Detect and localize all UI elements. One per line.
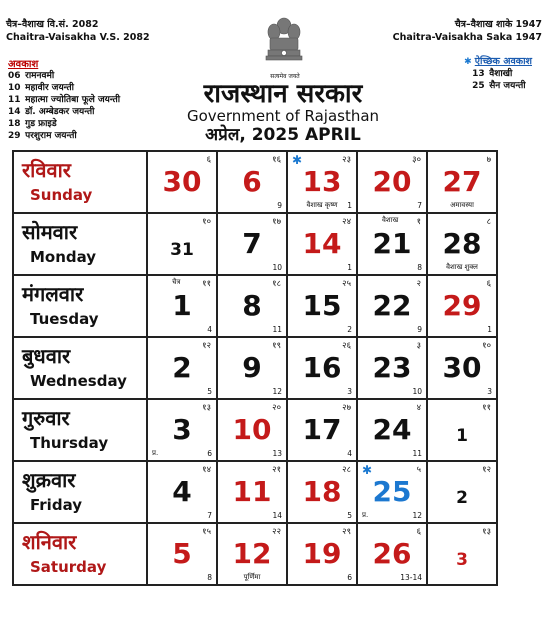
- date-note: पूर्णिमा: [243, 573, 261, 581]
- calendar-grid: [12, 150, 498, 586]
- paksha-number: 13-14: [400, 573, 422, 582]
- date-cell: [147, 461, 217, 523]
- week-row: [13, 151, 497, 213]
- optional-holiday-list: [464, 56, 532, 92]
- tithi-number: ४: [416, 403, 421, 413]
- weekday-english: Saturday: [30, 558, 107, 576]
- tithi-number: ५: [416, 465, 421, 475]
- paksha-number: 10: [412, 387, 422, 396]
- title-english: Government of Rajasthan: [186, 107, 380, 125]
- tithi-number: २०: [272, 403, 281, 413]
- weekday-cell: [13, 523, 147, 585]
- tithi-number: १३: [202, 403, 211, 413]
- date-cell: [357, 213, 427, 275]
- tithi-number: १४: [202, 465, 211, 475]
- date-cell: [217, 461, 287, 523]
- tithi-number: १२: [482, 465, 491, 475]
- paksha-number: 5: [347, 511, 352, 520]
- date-number: 21: [372, 227, 412, 260]
- holidays-item: [8, 94, 120, 106]
- date-cell: [287, 337, 357, 399]
- date-number: 22: [372, 289, 412, 322]
- date-note: वैशाख शुक्ल: [446, 263, 478, 271]
- weekday-english: Wednesday: [30, 372, 127, 390]
- date-cell: [357, 399, 427, 461]
- date-cell: [427, 523, 497, 585]
- paksha-number: 10: [272, 263, 282, 272]
- date-number: 27: [442, 165, 482, 198]
- holidays-item: [8, 118, 120, 130]
- optional-item-name: वैशाखी: [489, 69, 513, 79]
- date-cell: [217, 399, 287, 461]
- paksha-number: 7: [417, 201, 422, 210]
- week-row: [13, 399, 497, 461]
- date-number: 14: [302, 227, 342, 260]
- weekday-english: Tuesday: [30, 310, 99, 328]
- tithi-number: २८: [342, 465, 351, 475]
- tithi-number: १: [416, 217, 421, 227]
- saka-hindi: चैत्र–वैशाख शाके 1947: [454, 19, 542, 30]
- date-number: 31: [170, 240, 194, 260]
- paksha-number: 9: [417, 325, 422, 334]
- optional-holiday-star-icon: ✱: [362, 463, 373, 477]
- tithi-number: ७: [486, 155, 491, 165]
- optional-item: [472, 80, 532, 92]
- date-cell: [427, 151, 497, 213]
- emblem-icon: [262, 16, 306, 72]
- tithi-number: १६: [272, 155, 281, 165]
- weekday-cell: [13, 399, 147, 461]
- date-number: 2: [172, 351, 192, 384]
- date-number: 30: [162, 165, 202, 198]
- date-cell: [357, 151, 427, 213]
- weekday-english: Thursday: [30, 434, 109, 452]
- date-number: 25: [372, 475, 412, 508]
- date-number: 26: [372, 537, 412, 570]
- paksha-number: 12: [412, 511, 422, 520]
- paksha-number: 3: [487, 387, 492, 396]
- tithi-number: १९: [272, 341, 281, 351]
- weekday-hindi: शुक्रवार: [22, 468, 76, 492]
- date-number: 9: [242, 351, 262, 384]
- holidays-item: [8, 106, 120, 118]
- date-number: 23: [372, 351, 412, 384]
- date-cell: [357, 461, 427, 523]
- holidays-item-name: परशुराम जयन्ती: [25, 131, 77, 141]
- tithi-number: ११: [482, 403, 491, 413]
- date-number: 3: [172, 413, 192, 446]
- weekday-hindi: सोमवार: [22, 220, 78, 244]
- date-number: 1: [172, 289, 192, 322]
- tithi-number: २५: [342, 279, 351, 289]
- date-number: 5: [172, 537, 192, 570]
- date-cell: [427, 399, 497, 461]
- month-label: चैत्र: [172, 278, 181, 286]
- date-number: 6: [242, 165, 262, 198]
- week-row: [13, 523, 497, 585]
- tithi-number: १०: [482, 341, 491, 351]
- holidays-item-date: 10: [8, 83, 21, 93]
- tithi-number: ६: [206, 155, 211, 165]
- tithi-number: १०: [202, 217, 211, 227]
- month-title: अप्रेल, 2025 APRIL: [205, 125, 361, 145]
- weekday-hindi: बुधवार: [22, 344, 71, 368]
- date-cell: [147, 337, 217, 399]
- date-number: 15: [302, 289, 342, 322]
- date-note: वैशाख कृष्ण: [306, 201, 338, 209]
- paksha-number: 1: [487, 325, 492, 334]
- optional-holiday-items: [464, 68, 532, 92]
- week-row: [13, 337, 497, 399]
- paksha-number: 6: [207, 449, 212, 458]
- date-cell: [427, 461, 497, 523]
- holiday-list: [8, 56, 120, 142]
- pradosh-label: प्र.: [152, 449, 159, 457]
- tithi-number: २१: [272, 465, 281, 475]
- date-number: 4: [172, 475, 192, 508]
- date-cell: [287, 399, 357, 461]
- date-number: 16: [302, 351, 342, 384]
- tithi-number: २२: [272, 527, 281, 537]
- title-hindi: राजस्थान सरकार: [203, 79, 363, 109]
- tithi-number: ६: [416, 527, 421, 537]
- date-cell: [147, 523, 217, 585]
- week-row: [13, 461, 497, 523]
- date-number: 18: [302, 475, 342, 508]
- optional-item-date: 25: [472, 81, 485, 91]
- optional-item: [472, 68, 532, 80]
- date-cell: [287, 275, 357, 337]
- tithi-number: ६: [486, 279, 491, 289]
- tithi-number: २९: [342, 527, 351, 537]
- paksha-number: 12: [272, 387, 282, 396]
- paksha-number: 5: [207, 387, 212, 396]
- optional-holiday-title: ऐच्छिक अवकाश: [474, 56, 532, 67]
- weekday-hindi: मंगलवार: [22, 282, 84, 306]
- date-number: 11: [232, 475, 272, 508]
- holidays-item-date: 29: [8, 131, 21, 141]
- date-number: 30: [442, 351, 482, 384]
- date-cell: [147, 275, 217, 337]
- holidays-item-date: 06: [8, 71, 21, 81]
- tithi-number: ३: [416, 341, 421, 351]
- optional-holiday-star-icon: ✱: [292, 153, 303, 167]
- tithi-number: २७: [342, 403, 351, 413]
- header-left: [6, 18, 150, 44]
- date-cell: [217, 275, 287, 337]
- tithi-number: १८: [272, 279, 281, 289]
- date-cell: [217, 151, 287, 213]
- tithi-number: २३: [342, 155, 351, 165]
- tithi-number: २: [416, 279, 421, 289]
- holiday-title: अवकाश: [8, 59, 39, 70]
- tithi-number: १३: [482, 527, 491, 537]
- weekday-hindi: गुरुवार: [22, 406, 70, 430]
- optional-item-date: 13: [472, 69, 485, 79]
- date-cell: [287, 523, 357, 585]
- tithi-number: १७: [272, 217, 281, 227]
- date-cell: [357, 275, 427, 337]
- vikram-samvat-english: Chaitra-Vaisakha V.S. 2082: [6, 32, 150, 43]
- weekday-cell: [13, 461, 147, 523]
- date-number: 19: [302, 537, 342, 570]
- holidays-item: [8, 130, 120, 142]
- date-number: 8: [242, 289, 262, 322]
- date-number: 17: [302, 413, 342, 446]
- date-cell: [357, 523, 427, 585]
- weekday-english: Monday: [30, 248, 97, 266]
- pradosh-label: प्र.: [362, 511, 369, 519]
- date-number: 20: [372, 165, 412, 198]
- date-cell: [147, 151, 217, 213]
- holidays-item-name: रामनवमी: [25, 71, 55, 81]
- date-number: 12: [232, 537, 272, 570]
- date-cell: [217, 213, 287, 275]
- paksha-number: 11: [412, 449, 422, 458]
- tithi-number: ३०: [412, 155, 421, 165]
- paksha-number: 11: [272, 325, 282, 334]
- paksha-number: 7: [207, 511, 212, 520]
- date-note: अमावस्या: [450, 201, 474, 209]
- weekday-cell: [13, 275, 147, 337]
- week-row: [13, 213, 497, 275]
- holidays-item-date: 14: [8, 107, 21, 117]
- date-number: 3: [456, 550, 468, 570]
- date-cell: [147, 399, 217, 461]
- date-number: 29: [442, 289, 482, 322]
- star-icon: ✱: [464, 57, 472, 67]
- holiday-items: [8, 70, 120, 142]
- month-label: वैशाख: [382, 216, 399, 224]
- date-cell: [357, 337, 427, 399]
- tithi-number: ८: [486, 217, 491, 227]
- holidays-item-date: 11: [8, 95, 21, 105]
- date-cell: [427, 275, 497, 337]
- date-cell: [427, 213, 497, 275]
- paksha-number: 4: [347, 449, 352, 458]
- paksha-number: 8: [417, 263, 422, 272]
- date-number: 1: [456, 426, 468, 446]
- tithi-number: २६: [342, 341, 351, 351]
- weekday-cell: [13, 151, 147, 213]
- date-cell: [287, 213, 357, 275]
- holidays-item: [8, 70, 120, 82]
- holidays-item-name: गुड फ्राइडे: [25, 119, 57, 129]
- weekday-hindi: रविवार: [22, 158, 71, 182]
- holidays-item: [8, 82, 120, 94]
- tithi-number: १५: [202, 527, 211, 537]
- date-number: 13: [302, 165, 342, 198]
- tithi-number: २४: [342, 217, 351, 227]
- saka-english: Chaitra-Vaisakha Saka 1947: [392, 32, 542, 43]
- holidays-item-name: महात्मा ज्योतिबा फूले जयन्ती: [25, 95, 121, 105]
- date-cell: [147, 213, 217, 275]
- tithi-number: ११: [202, 279, 211, 289]
- date-cell: [217, 337, 287, 399]
- date-cell: [287, 151, 357, 213]
- weekday-english: Sunday: [30, 186, 93, 204]
- paksha-number: 2: [347, 325, 352, 334]
- weekday-cell: [13, 337, 147, 399]
- weekday-cell: [13, 213, 147, 275]
- date-cell: [287, 461, 357, 523]
- weekday-english: Friday: [30, 496, 83, 514]
- paksha-number: 8: [207, 573, 212, 582]
- paksha-number: 13: [272, 449, 282, 458]
- date-number: 28: [442, 227, 482, 260]
- date-number: 7: [242, 227, 262, 260]
- date-number: 2: [456, 488, 468, 508]
- emblem-motto: सत्यमेव जयते: [270, 73, 300, 80]
- header-right: [393, 18, 542, 44]
- paksha-number: 9: [277, 201, 282, 210]
- paksha-number: 4: [207, 325, 212, 334]
- paksha-number: 1: [347, 201, 352, 210]
- holidays-item-name: डॉ. अम्बेडकर जयन्ती: [25, 107, 95, 117]
- date-number: 10: [232, 413, 272, 446]
- weekday-hindi: शनिवार: [22, 530, 77, 554]
- optional-item-name: सैन जयन्ती: [489, 81, 526, 91]
- paksha-number: 14: [272, 511, 282, 520]
- holidays-item-name: महावीर जयन्ती: [25, 83, 74, 93]
- paksha-number: 1: [347, 263, 352, 272]
- date-number: 24: [372, 413, 412, 446]
- date-cell: [427, 337, 497, 399]
- vikram-samvat-hindi: चैत्र–वैशाख वि.सं. 2082: [6, 19, 99, 30]
- holidays-item-date: 18: [8, 119, 21, 129]
- tithi-number: १२: [202, 341, 211, 351]
- paksha-number: 6: [347, 573, 352, 582]
- date-cell: [217, 523, 287, 585]
- week-row: [13, 275, 497, 337]
- paksha-number: 3: [347, 387, 352, 396]
